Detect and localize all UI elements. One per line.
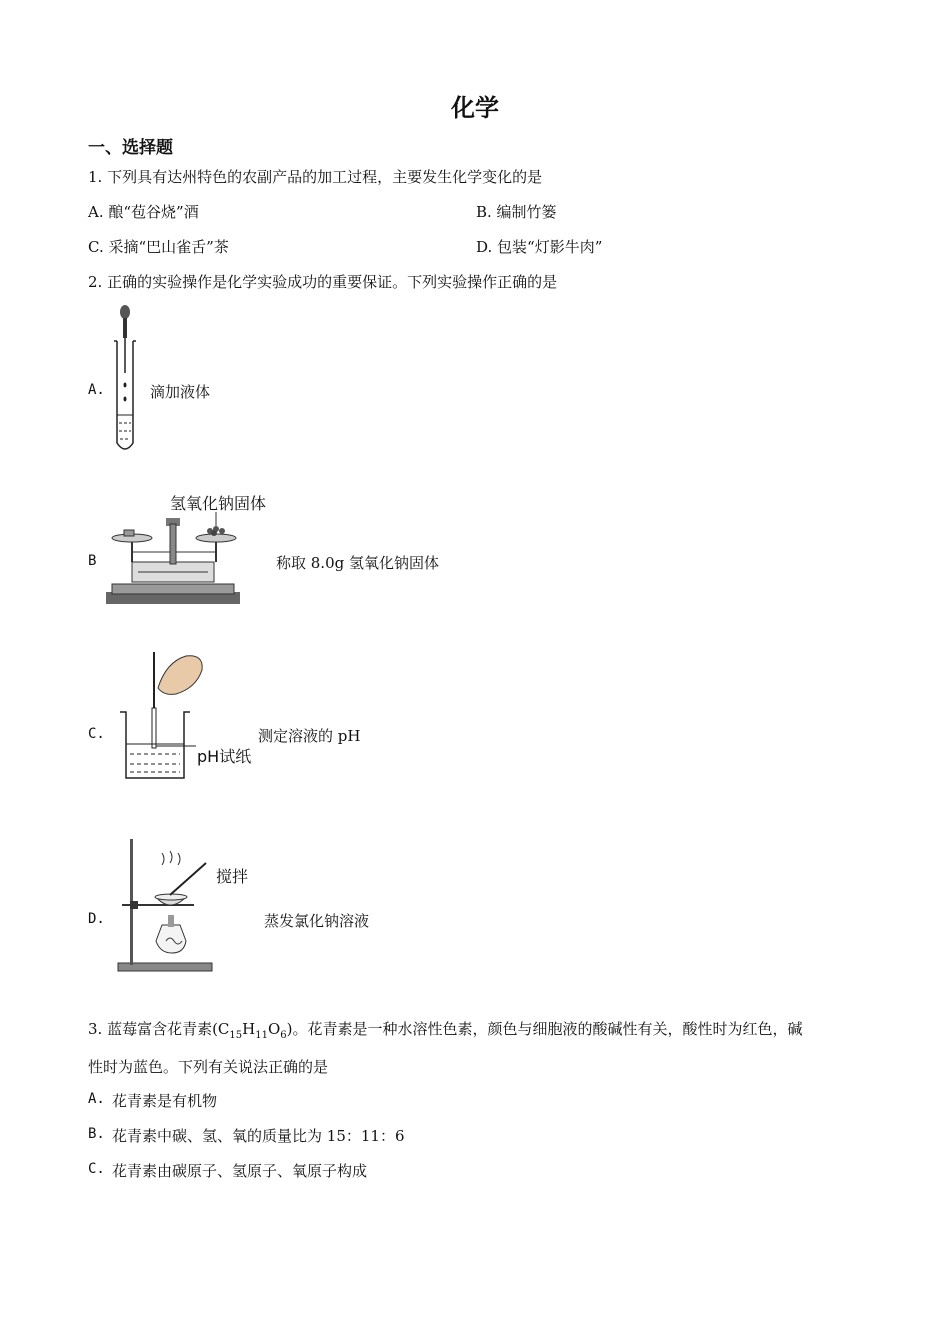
- question-3-stem-line2: 性时为蓝色。下列有关说法正确的是: [88, 1058, 329, 1076]
- q2-option-a-letter[interactable]: A.: [88, 382, 105, 398]
- q1-option-d[interactable]: D. 包装“灯影牛肉”: [476, 238, 603, 256]
- q1-option-c[interactable]: C. 采摘“巴山雀舌”茶: [88, 238, 229, 256]
- question-1-stem: 1. 下列具有达州特色的农副产品的加工过程，主要发生化学变化的是: [88, 168, 543, 186]
- question-2-stem: 2. 正确的实验操作是化学实验成功的重要保证。下列实验操作正确的是: [88, 273, 558, 291]
- q1-option-b[interactable]: B. 编制竹篓: [476, 203, 557, 221]
- q2-option-b-text: 称取 8.0g 氢氧化钠固体: [276, 554, 439, 572]
- q3-option-c-letter[interactable]: C.: [88, 1161, 105, 1177]
- q2-option-b-letter[interactable]: B: [88, 553, 97, 569]
- q2-option-d-text: 蒸发氯化钠溶液: [264, 912, 370, 930]
- ph-paper-label: pH试纸: [197, 747, 252, 766]
- q2-option-c-text: 测定溶液的 pH: [258, 727, 361, 745]
- q2-option-a-text: 滴加液体: [150, 383, 211, 401]
- section-heading: 一、选择题: [88, 138, 173, 158]
- evaporation-setup-figure: [116, 835, 216, 975]
- question-3-stem: 3. 蓝莓富含花青素$(C_{15}H_{11}O_6)$。花青素是一种水溶性色素，颜色与细胞液的酸碱性有关，酸性时为红色，碱: [88, 1020, 803, 1041]
- page-title: 化学: [451, 93, 499, 122]
- q3-option-b-text: 花青素中碳、氢、氧的质量比为 15：11：6: [112, 1127, 405, 1145]
- balance-scale-figure: [104, 512, 244, 606]
- q1-option-a[interactable]: A. 酿“苞谷烧”酒: [88, 203, 199, 221]
- naoh-solid-label: 氢氧化钠固体: [170, 494, 267, 513]
- q2-option-d-letter[interactable]: D.: [88, 911, 105, 927]
- dropper-test-tube-figure: [105, 303, 145, 455]
- q2-option-c-letter[interactable]: C.: [88, 726, 105, 742]
- q3-option-c-text: 花青素由碳原子、氢原子、氧原子构成: [112, 1162, 368, 1180]
- q3-option-a-text: 花青素是有机物: [112, 1092, 218, 1110]
- q3-option-b-letter[interactable]: B.: [88, 1126, 105, 1142]
- stir-label: 搅拌: [216, 867, 249, 886]
- q3-option-a-letter[interactable]: A.: [88, 1091, 105, 1107]
